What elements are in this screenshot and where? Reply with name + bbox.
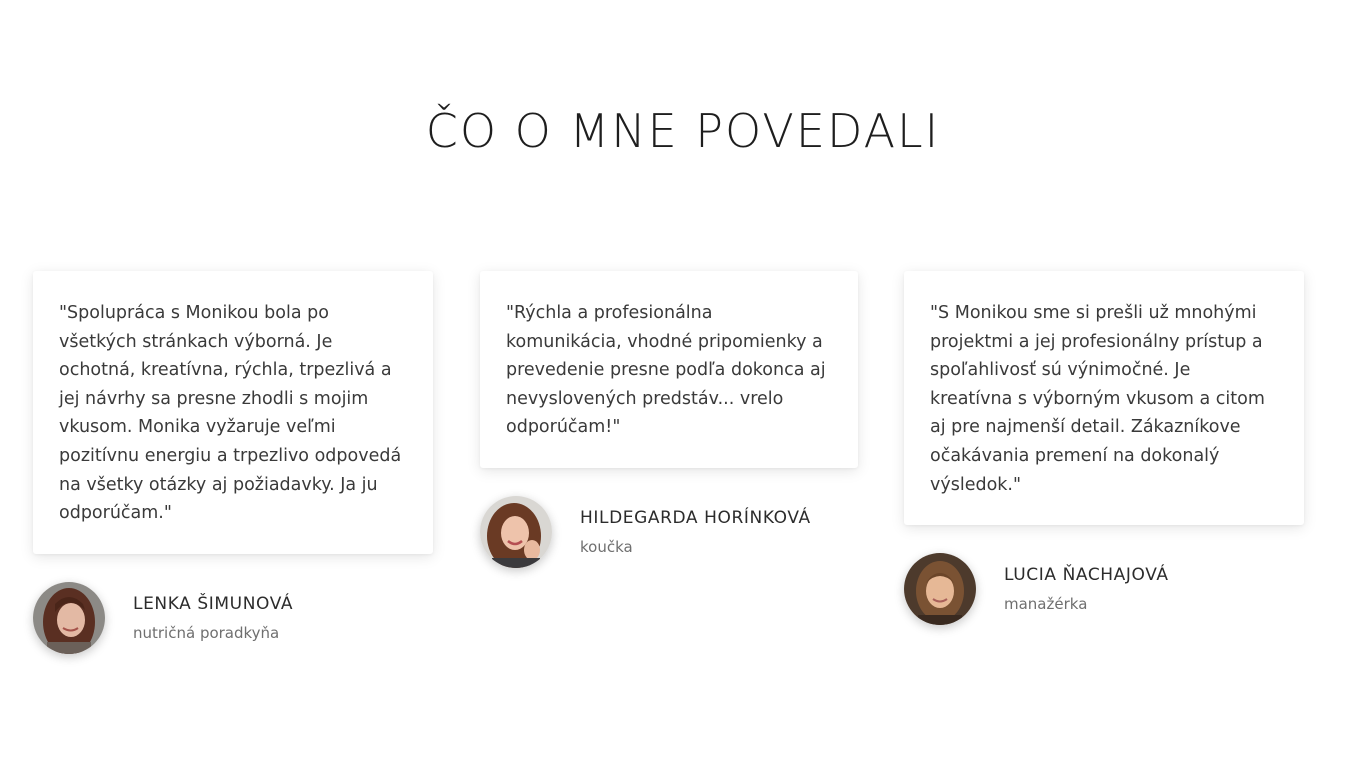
testimonial-card: [480, 271, 858, 468]
author-role: nutričná poradkyňa: [133, 623, 280, 642]
avatar-photo: [904, 553, 976, 625]
testimonial-lucia: [904, 271, 1304, 625]
testimonial-author: [33, 582, 433, 654]
testimonial-card: [904, 271, 1304, 525]
author-name: LUCIA ŇACHAJOVÁ: [1004, 565, 1169, 586]
author-name: LENKA ŠIMUNOVÁ: [133, 593, 294, 614]
testimonial-hildegarda: [480, 271, 858, 568]
testimonial-lenka: [33, 271, 433, 654]
avatar: [904, 553, 976, 625]
avatar-photo: [480, 496, 552, 568]
author-name: HILDEGARDA HORÍNKOVÁ: [580, 507, 811, 528]
testimonial-quote: "Spolupráca s Monikou bola po všetkých stránkach výborná. Je ochotná, kreatívna, rýchla, trpezlivá a jej návrhy sa presne zhodli s mojim vkusom. Monika vyžaruje veľmi pozitívnu energiu a trpezlivo odpovedá na všetky otázky aj požiadavky. Ja ju odporúčam.": [59, 303, 402, 524]
section-title: ČO O MNE POVEDALI: [425, 104, 941, 158]
testimonial-author: [480, 496, 858, 568]
testimonial-author: [904, 553, 1304, 625]
testimonial-quote: "S Monikou sme si prešli už mnohými projektmi a jej profesionálny prístup a spoľahlivosť sú výnimočné. Je kreatívna s výborným vkusom a citom aj pre najmenší detail. Zákazníkove očakávania premení na dokonalý výsledok.": [930, 303, 1265, 495]
avatar: [480, 496, 552, 568]
author-role: manažérka: [1004, 595, 1088, 614]
author-role: koučka: [580, 537, 633, 556]
avatar: [33, 582, 105, 654]
testimonial-quote: "Rýchla a profesionálna komunikácia, vhodné pripomienky a prevedenie presne podľa dokonca aj nevyslovených predstáv... vrelo odporúčam!": [506, 303, 826, 438]
testimonial-card: [33, 271, 433, 554]
avatar-photo: [33, 582, 105, 654]
